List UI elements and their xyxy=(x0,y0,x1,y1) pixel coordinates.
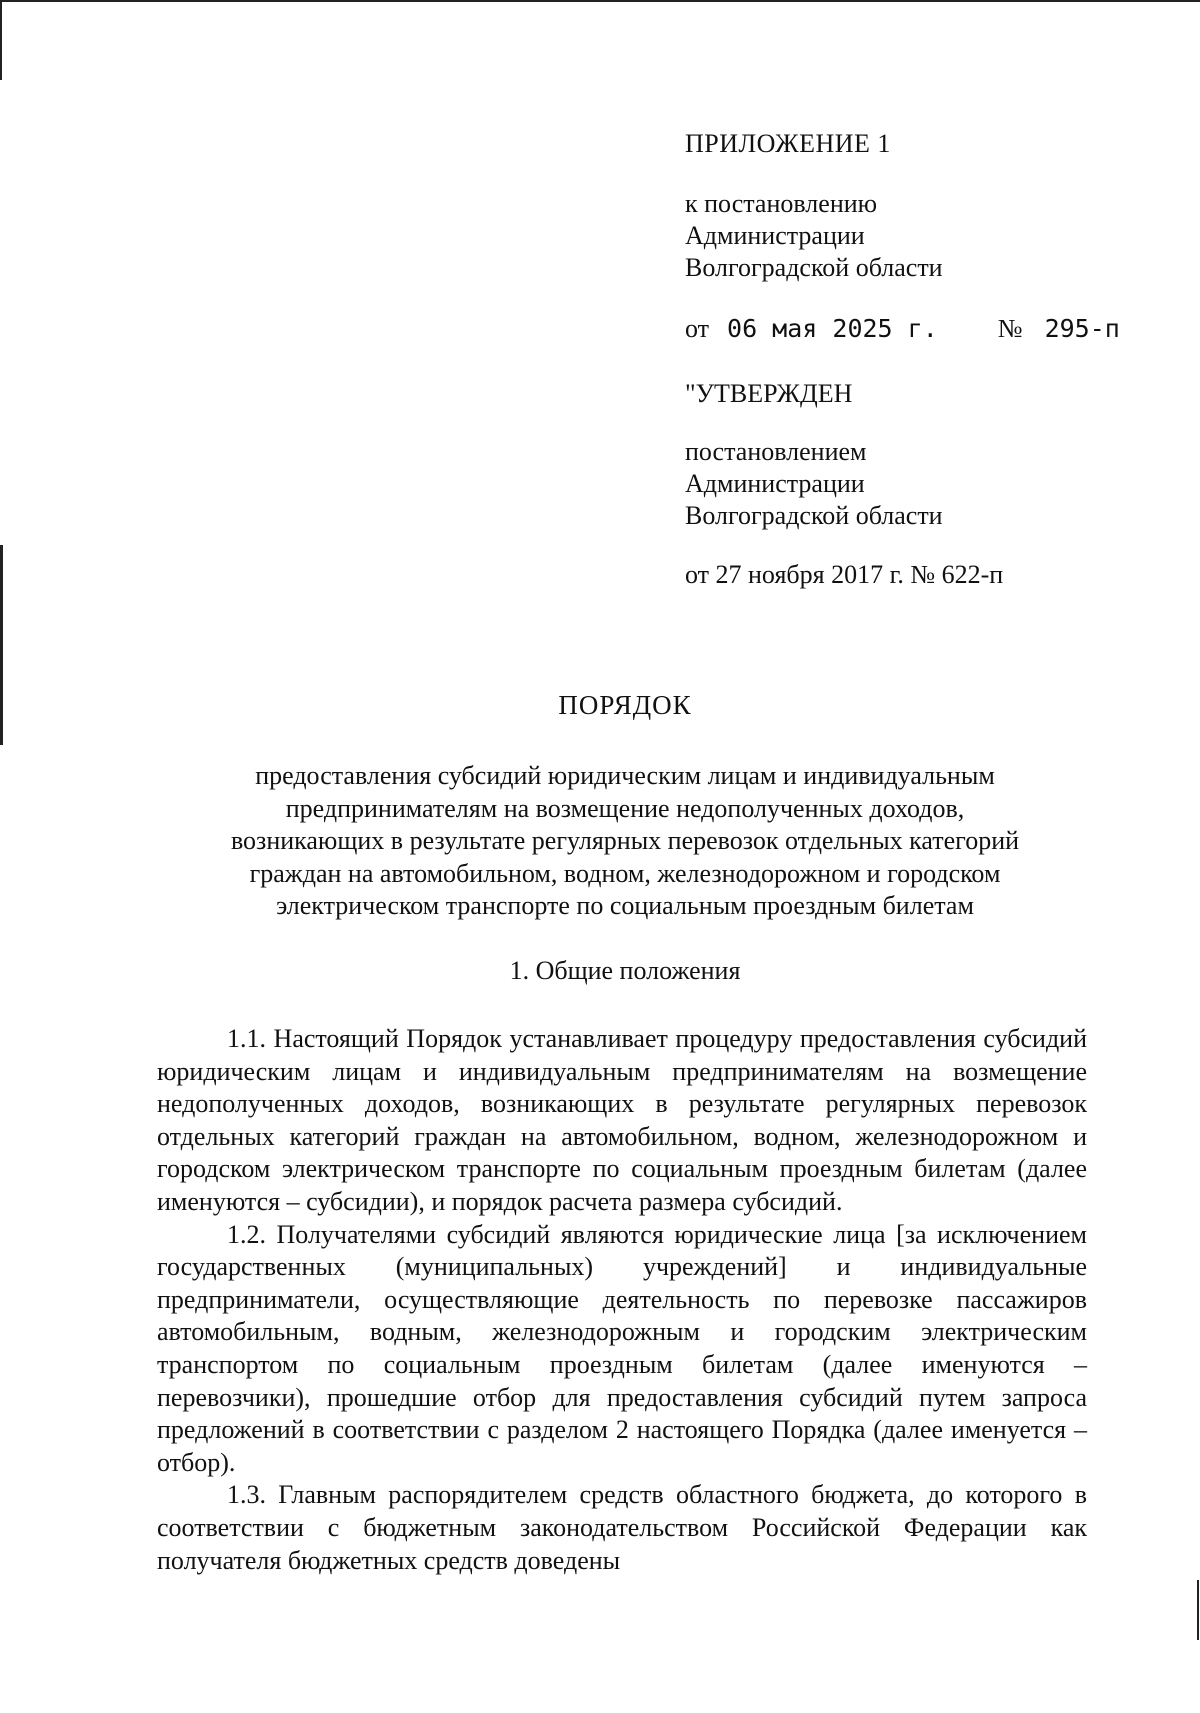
approved-by-line-3: Волгоградской области xyxy=(685,501,943,530)
document-title: ПОРЯДОК xyxy=(558,690,692,720)
resolution-number: 295-п xyxy=(1044,314,1120,343)
approved-label: "УТВЕРЖДЕН xyxy=(685,379,853,408)
resolution-date: 06 мая 2025 г. xyxy=(727,314,938,343)
original-resolution-date: от 27 ноября 2017 г. № 622-п xyxy=(685,560,1004,589)
appendix-header xyxy=(685,128,1185,591)
scan-mark-right-bottom xyxy=(1197,1580,1199,1640)
date-prefix: от xyxy=(685,314,710,343)
subtitle-line-5: электрическом транспорте по социальным проездным билетам xyxy=(276,891,974,920)
scan-mark-left-top xyxy=(0,0,2,80)
subtitle-line-2: предпринимателям на возмещение недополученных доходов, xyxy=(285,793,965,823)
number-sign: № xyxy=(997,314,1023,343)
paragraph-1-3: 1.3. Главным распорядителем средств областного бюджета, до которого в соответствии с бюджетным законодательством Российской Федерации как получателя бюджетных средств доведены xyxy=(157,1480,1087,1575)
appendix-title: ПРИЛОЖЕНИЕ 1 xyxy=(685,129,891,158)
subtitle-line-4: граждан на автомобильном, водном, железнодорожном и городском xyxy=(249,858,1001,888)
approved-by-line-1: постановлением xyxy=(685,437,867,466)
subtitle-line-3: возникающих в результате регулярных перевозок отдельных категорий xyxy=(230,826,1020,855)
subtitle-line-1: предоставления субсидий юридическим лицам и индивидуальным xyxy=(255,761,995,790)
to-resolution-line-2: Администрации xyxy=(685,221,865,250)
page-top-border xyxy=(0,0,1200,2)
resolution-date-number xyxy=(685,313,1185,345)
paragraph-1-2: 1.2. Получателями субсидий являются юридические лица [за исключением государственных (муниципальных) учреждений] и индивидуальные предприниматели, осуществляющие деятельность по перевозке пассажиров автомобильным, водным, железнодорожным и городским электрическим транспортом по социальным проездным билетам (далее именуются – перевозчики), прошедшие отбор для предоставления субсидий путем запроса предложений в соответствии с разделом 2 настоящего Порядка (далее именуется – отбор). xyxy=(157,1219,1087,1477)
document-body xyxy=(157,1023,1087,1577)
to-resolution-line-1: к постановлению xyxy=(685,189,878,218)
paragraph-1-1: 1.1. Настоящий Порядок устанавливает процедуру предоставления субсидий юридическим лицам и индивидуальным предпринимателям на возмещение недополученных доходов, возникающих в результате регулярных перевозок отдельных категорий граждан на автомобильном, водном, железнодорожном и городском электрическом транспорте по социальным проездным билетам (далее именуются – субсидии), и порядок расчета размера субсидий. xyxy=(157,1024,1087,1216)
document-subtitle xyxy=(160,760,1090,923)
section-heading: 1. Общие положения xyxy=(509,956,741,985)
to-resolution-line-3: Волгоградской области xyxy=(685,253,943,282)
approved-by-line-2: Администрации xyxy=(685,469,865,498)
